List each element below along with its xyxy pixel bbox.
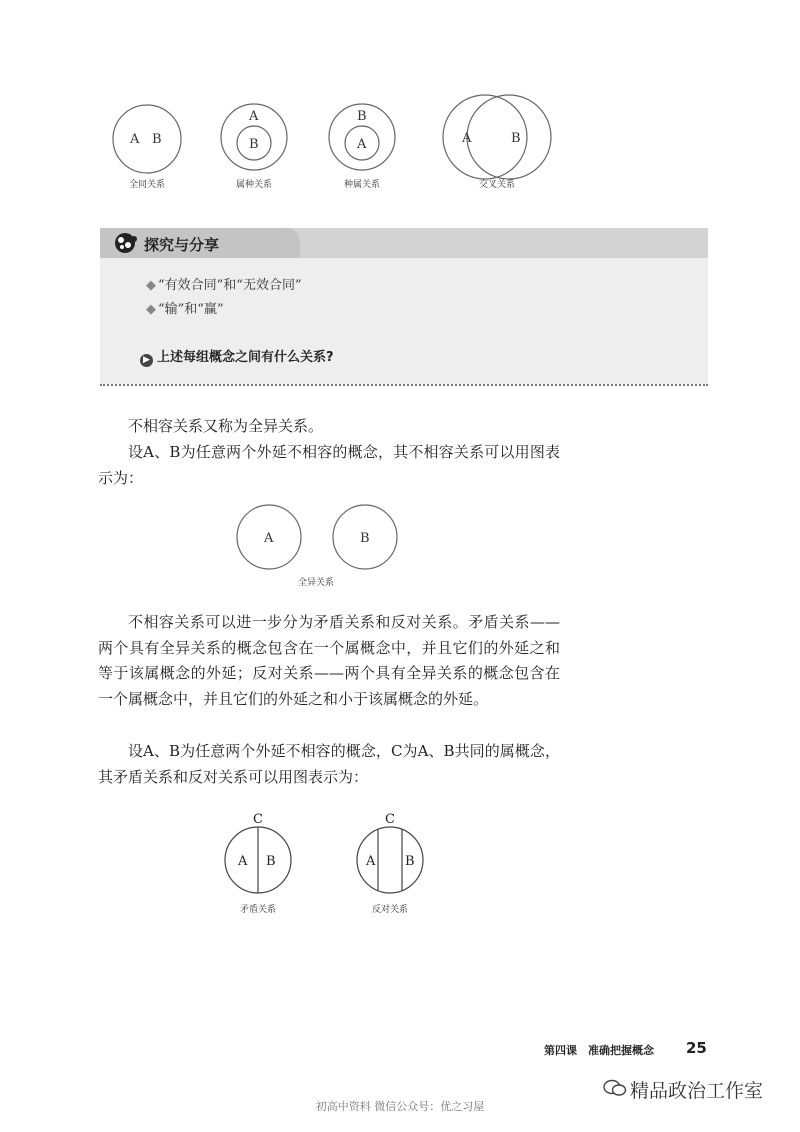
contradictory-caption: 矛盾关系 (239, 905, 276, 915)
paragraph-4: 设A、B为任意两个外延不相容的概念，C为A、B共同的属概念，其矛盾关系和反对关系可以用图表示为： (98, 742, 560, 786)
disjoint-letter-a: A (264, 531, 274, 546)
genus-inner-letter: B (249, 137, 259, 152)
watermark-text: 精品政治工作室 (630, 1080, 764, 1102)
identity-letter-b: B (152, 132, 162, 147)
cross-right-circle (467, 95, 551, 179)
paragraph-1: 不相容关系又称为全异关系。 (128, 417, 324, 435)
contradictory-letter-a: A (238, 854, 248, 869)
explore-item-2-text: “输”和“赢” (158, 302, 224, 317)
page-number: 25 (686, 1039, 707, 1057)
paragraph-3: 不相容关系可以进一步分为矛盾关系和反对关系。矛盾关系——两个具有全异关系的概念包含在一个属概念中，并且它们的外延之和等于该属概念的外延；反对关系——两个具有全异关系的概念包含在一个属概念中，并且它们的外延之和小于该属概念的外延。 (98, 613, 560, 708)
contrary-letter-b: B (405, 854, 415, 869)
contrary-letter-c: C (385, 812, 395, 827)
genus-outer-letter: A (249, 109, 259, 124)
explore-box-title: 探究与分享 (144, 236, 220, 254)
explore-box-header (100, 228, 708, 258)
disjoint-letter-b: B (360, 531, 370, 546)
arrow-circle-icon: ▶ (140, 354, 153, 367)
explore-question-text: 上述每组概念之间有什么关系? (157, 350, 334, 365)
explore-question (140, 346, 334, 367)
cross-left-letter: A (462, 131, 472, 146)
cross-caption: 交叉关系 (478, 180, 515, 190)
contradiction-contrary-diagrams (210, 805, 450, 905)
dotted-divider (100, 384, 708, 386)
chapter-title: 第四课 准确把握概念 (544, 1044, 654, 1057)
wechat-icon (602, 1078, 628, 1098)
bullet-icon: ◆ (146, 278, 156, 293)
cross-right-letter: B (511, 131, 521, 146)
genus-caption: 属种关系 (235, 180, 272, 190)
identity-caption: 全同关系 (128, 180, 165, 190)
explore-item-2 (146, 298, 224, 317)
contradictory-letter-b: B (266, 854, 276, 869)
explore-item-1 (146, 274, 302, 293)
explore-item-1-text: “有效合同”和“无效合同” (158, 278, 302, 293)
relation-diagrams-top (0, 0, 800, 200)
species-inner-letter: A (357, 137, 367, 152)
contrary-letter-a: A (366, 854, 376, 869)
paragraph-2: 设A、B为任意两个外延不相容的概念，其不相容关系可以用图表示为： (98, 443, 560, 487)
species-caption: 种属关系 (343, 180, 380, 190)
identity-circle (113, 105, 181, 173)
disjoint-caption: 全异关系 (297, 578, 334, 588)
contradictory-letter-c: C (253, 812, 263, 827)
bullet-icon: ◆ (146, 302, 156, 317)
credit-line: 初高中资料 微信公众号：优之习屋 (315, 1100, 485, 1113)
contrary-caption: 反对关系 (371, 905, 408, 915)
explore-share-icon (113, 231, 139, 255)
identity-letter-a: A (130, 132, 140, 147)
species-outer-letter: B (357, 109, 367, 124)
disjoint-diagram (230, 500, 410, 580)
